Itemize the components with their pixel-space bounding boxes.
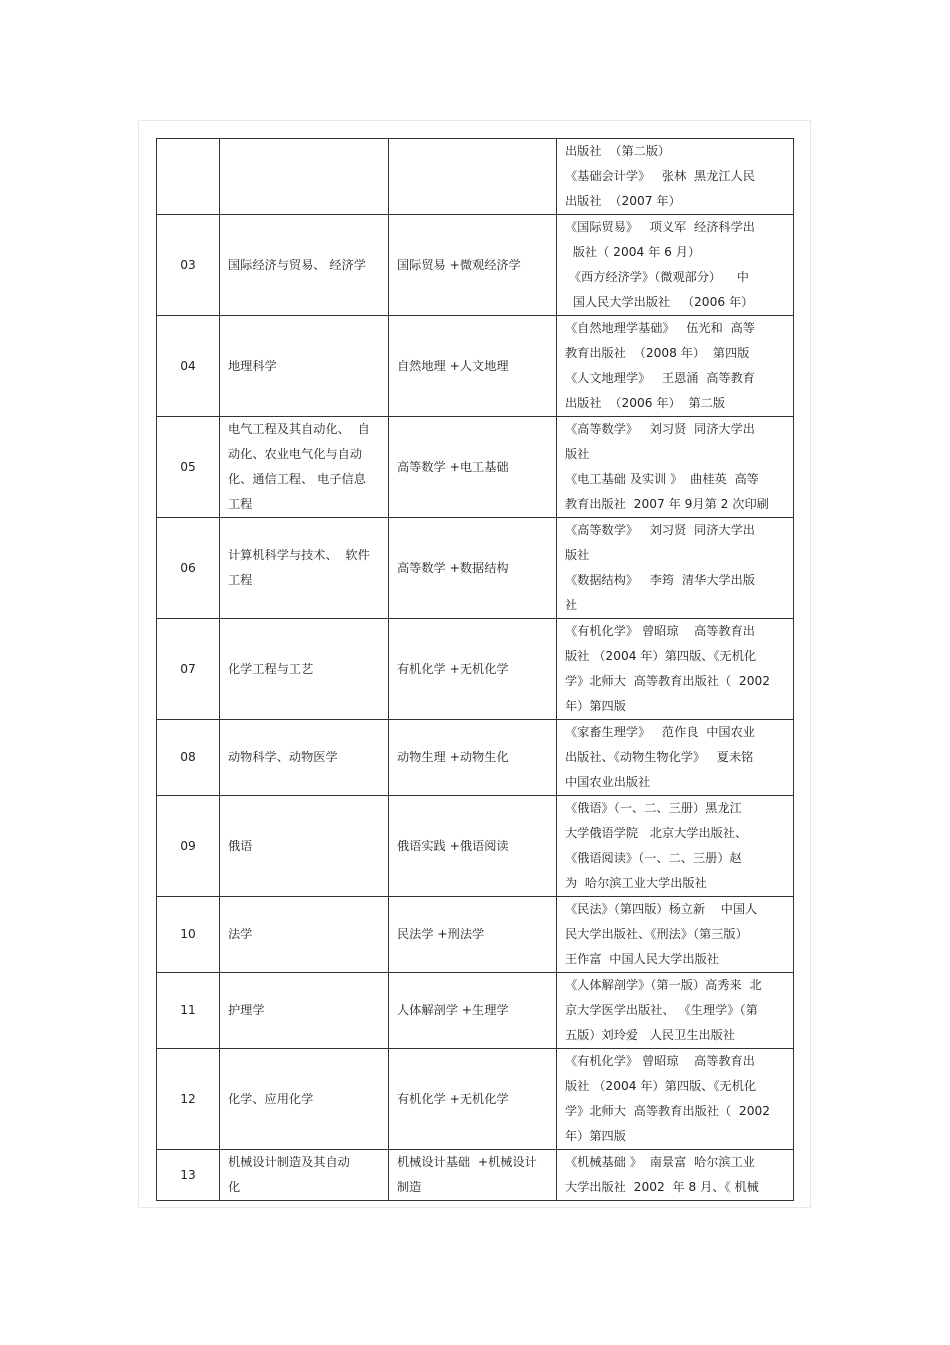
- reference-books-line: 出版社 （第二版）: [565, 144, 671, 158]
- major-name-line: 化、通信工程、 电子信息: [228, 472, 366, 486]
- exam-subjects-cell: [389, 973, 557, 1049]
- reference-books-line: 《民法》（第四版）杨立新 中国人: [565, 902, 758, 916]
- major-name-line: 工程: [228, 497, 253, 511]
- major-name-cell: [220, 139, 389, 215]
- major-name-cell: [220, 796, 389, 897]
- major-name-line: 机械设计制造及其自动: [228, 1155, 350, 1169]
- table-body: [157, 139, 794, 1201]
- exam-subjects-cell: [389, 1150, 557, 1201]
- exam-subjects-cell: [389, 1049, 557, 1150]
- reference-books-cell: [557, 518, 794, 619]
- reference-books-cell: [557, 139, 794, 215]
- table-row: [157, 973, 794, 1049]
- reference-books-cell: [557, 1049, 794, 1150]
- major-code-cell: 12: [157, 1049, 220, 1150]
- exam-subjects-cell: [389, 518, 557, 619]
- reference-books-line: 年）第四版: [565, 699, 626, 713]
- reference-books-line: 《高等数学》 刘习贤 同济大学出: [565, 422, 755, 436]
- major-name-cell: [220, 1049, 389, 1150]
- reference-books-line: 《人体解剖学》（第一版）高秀来 北: [565, 978, 762, 992]
- reference-books-line: 大学出版社 2002 年 8 月、《 机械: [565, 1180, 759, 1194]
- table-row: [157, 897, 794, 973]
- reference-books-line: 《俄语阅读》（一、二、三册）赵: [565, 851, 742, 865]
- table-row: [157, 215, 794, 316]
- exam-subjects-cell: [389, 139, 557, 215]
- major-name-cell: [220, 215, 389, 316]
- exam-subjects-line: 高等数学 +数据结构: [397, 560, 509, 575]
- reference-books-line: 大学俄语学院 北京大学出版社、: [565, 826, 748, 840]
- major-name-line: 地理科学: [228, 358, 277, 373]
- exam-subjects-line: 国际贸易 +微观经济学: [397, 257, 521, 272]
- major-name-line: 法学: [228, 927, 253, 941]
- reference-books-line: 京大学医学出版社、 《生理学》（第: [565, 1003, 758, 1017]
- major-code-cell: 10: [157, 897, 220, 973]
- major-name-line: 化学、应用化学: [228, 1091, 314, 1106]
- exam-subjects-line: 有机化学 +无机化学: [397, 661, 509, 676]
- major-name-line: 化学工程与工艺: [228, 661, 314, 676]
- reference-books-line: 《国际贸易》 项义军 经济科学出: [565, 220, 755, 234]
- reference-books-line: 《数据结构》 李筠 清华大学出版: [565, 573, 755, 587]
- major-name-line: 工程: [228, 573, 253, 587]
- reference-books-cell: [557, 796, 794, 897]
- exam-subjects-line: 自然地理 +人文地理: [397, 358, 509, 373]
- exam-subjects-cell: [389, 619, 557, 720]
- reference-books-line: 学》北师大 高等教育出版社（ 2002: [565, 1104, 770, 1118]
- exam-subjects-line: 民法学 +刑法学: [397, 927, 485, 941]
- major-name-cell: [220, 897, 389, 973]
- reference-books-line: 《西方经济学》（微观部分） 中: [565, 270, 749, 284]
- major-name-line: 动化、农业电气化与自动: [228, 447, 363, 461]
- major-name-cell: [220, 720, 389, 796]
- table-row: [157, 316, 794, 417]
- reference-books-cell: [557, 720, 794, 796]
- exam-subjects-line: 高等数学 +电工基础: [397, 459, 509, 474]
- reference-books-line: 五版）刘玲爱 人民卫生出版社: [565, 1028, 736, 1042]
- table-row: [157, 417, 794, 518]
- major-code-cell: 06: [157, 518, 220, 619]
- table-row: [157, 518, 794, 619]
- reference-books-cell: [557, 417, 794, 518]
- table-row: [157, 1150, 794, 1201]
- reference-books-cell: [557, 619, 794, 720]
- major-name-line: 护理学: [228, 1003, 265, 1017]
- reference-books-cell: [557, 1150, 794, 1201]
- reference-books-line: 《高等数学》 刘习贤 同济大学出: [565, 523, 755, 537]
- reference-books-line: 中国农业出版社: [565, 775, 651, 789]
- reference-books-line: 国人民大学出版社 （2006 年）: [565, 295, 754, 309]
- major-name-line: 俄语: [228, 838, 253, 853]
- table-row: [157, 720, 794, 796]
- reference-books-line: 版社（ 2004 年 6 月）: [565, 245, 701, 259]
- reference-books-cell: [557, 973, 794, 1049]
- reference-books-line: 《家畜生理学》 范作良 中国农业: [565, 725, 755, 739]
- table-row: [157, 619, 794, 720]
- major-code-cell: [157, 139, 220, 215]
- exam-subjects-cell: [389, 316, 557, 417]
- major-code-cell: 07: [157, 619, 220, 720]
- reference-books-line: 版社: [565, 548, 590, 562]
- exam-subjects-line: 制造: [397, 1180, 422, 1194]
- major-name-cell: [220, 518, 389, 619]
- reference-books-line: 《有机化学》 曾昭琼 高等教育出: [565, 1054, 755, 1068]
- exam-subjects-cell: [389, 417, 557, 518]
- reference-books-line: 《机械基础 》 南景富 哈尔滨工业: [565, 1155, 755, 1169]
- exam-subjects-line: 人体解剖学 +生理学: [397, 1003, 509, 1017]
- major-name-cell: [220, 316, 389, 417]
- reference-books-line: 为 哈尔滨工业大学出版社: [565, 876, 707, 890]
- reference-books-line: 《有机化学》 曾昭琼 高等教育出: [565, 624, 755, 638]
- reference-books-line: 民大学出版社、《刑法》（第三版）: [565, 927, 748, 941]
- reference-books-line: 教育出版社 2007 年 9月第 2 次印刷: [565, 497, 769, 511]
- reference-books-line: 《俄语》（一、二、三册）黑龙江: [565, 801, 742, 815]
- reference-books-line: 《电工基础 及实训 》 曲桂英 高等: [565, 472, 759, 486]
- reference-books-line: 出版社、《动物生物化学》 夏未铭: [565, 750, 754, 764]
- reference-books-line: 出版社 （2007 年）: [565, 194, 681, 208]
- table-row: [157, 139, 794, 215]
- exam-subjects-cell: [389, 897, 557, 973]
- exam-subjects-line: 俄语实践 +俄语阅读: [397, 838, 509, 853]
- reference-books-line: 社: [565, 598, 578, 612]
- table-row: [157, 1049, 794, 1150]
- reference-books-line: 年）第四版: [565, 1129, 626, 1143]
- major-name-line: 计算机科学与技术、 软件: [228, 548, 370, 562]
- table-row: [157, 796, 794, 897]
- major-code-cell: 13: [157, 1150, 220, 1201]
- reference-books-line: 《基础会计学》 张林 黑龙江人民: [565, 169, 755, 183]
- major-code-cell: 04: [157, 316, 220, 417]
- reference-books-line: 《自然地理学基础》 伍光和 高等: [565, 321, 755, 335]
- exam-subjects-line: 机械设计基础 +机械设计: [397, 1155, 537, 1169]
- exam-subjects-line: 有机化学 +无机化学: [397, 1091, 509, 1106]
- reference-books-cell: [557, 897, 794, 973]
- major-code-cell: 09: [157, 796, 220, 897]
- exam-subjects-line: 动物生理 +动物生化: [397, 750, 509, 764]
- textbook-table: [156, 138, 794, 1201]
- reference-books-cell: [557, 215, 794, 316]
- major-name-line: 动物科学、动物医学: [228, 750, 338, 764]
- reference-books-line: 版社 （2004 年）第四版、《无机化: [565, 1079, 757, 1093]
- exam-subjects-cell: [389, 215, 557, 316]
- reference-books-cell: [557, 316, 794, 417]
- major-code-cell: 05: [157, 417, 220, 518]
- reference-books-line: 教育出版社 （2008 年） 第四版: [565, 346, 750, 360]
- exam-subjects-cell: [389, 720, 557, 796]
- exam-subjects-cell: [389, 796, 557, 897]
- major-name-line: 化: [228, 1180, 241, 1194]
- reference-books-line: 学》北师大 高等教育出版社（ 2002: [565, 674, 770, 688]
- reference-books-line: 版社 （2004 年）第四版、《无机化: [565, 649, 757, 663]
- reference-books-line: 出版社 （2006 年） 第二版: [565, 396, 726, 410]
- major-code-cell: 08: [157, 720, 220, 796]
- reference-books-line: 《人文地理学》 王恩涌 高等教育: [565, 371, 755, 385]
- major-name-cell: [220, 619, 389, 720]
- major-name-cell: [220, 1150, 389, 1201]
- major-name-cell: [220, 973, 389, 1049]
- major-name-line: 电气工程及其自动化、 自: [228, 422, 370, 436]
- major-code-cell: 03: [157, 215, 220, 316]
- major-name-cell: [220, 417, 389, 518]
- reference-books-line: 版社: [565, 447, 590, 461]
- major-code-cell: 11: [157, 973, 220, 1049]
- major-name-line: 国际经济与贸易、 经济学: [228, 257, 366, 272]
- reference-books-line: 王作富 中国人民大学出版社: [565, 952, 719, 966]
